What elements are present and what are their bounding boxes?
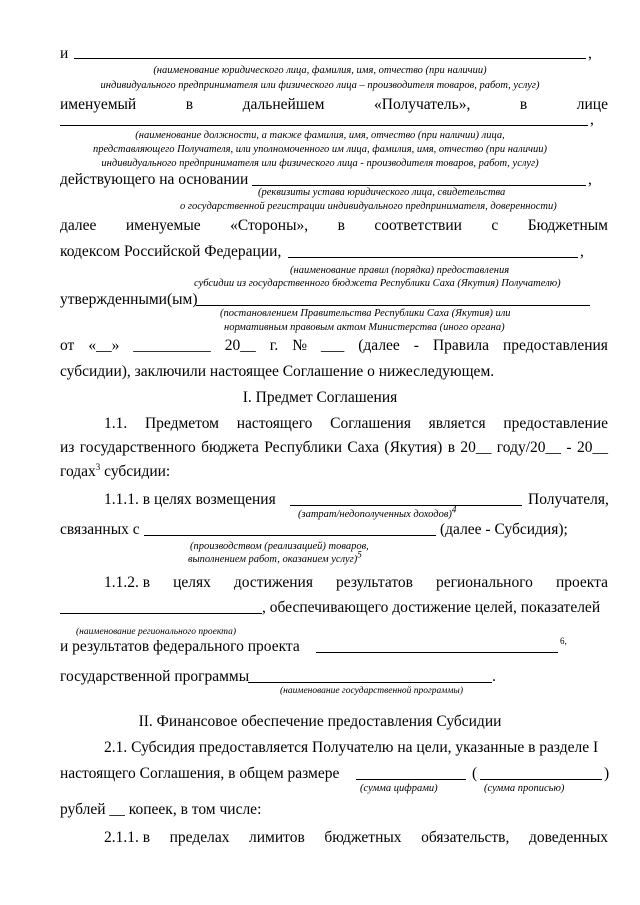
word: Бюджетным	[527, 217, 608, 234]
text: 1.1.1. в целях возмещения	[104, 491, 276, 508]
word: настоящего	[236, 415, 313, 432]
hint-3a: (наименование должности, а также фамилия, имя, отчество (при наличии) лица,	[135, 130, 505, 141]
word: в	[337, 217, 345, 234]
word: 1.1.2. в	[104, 574, 151, 591]
word: ___	[321, 337, 345, 354]
word: Предметом	[144, 415, 219, 432]
hint-4a: (реквизиты устава юридического лица, свидетельства	[258, 187, 506, 198]
paren: )	[604, 765, 610, 782]
text: государственной программы	[60, 668, 250, 685]
para-2-1-c: рублей __ копеек, в том числе:	[60, 801, 262, 818]
blank-costs[interactable]	[290, 490, 522, 506]
text: годах	[60, 463, 96, 480]
hint-sum-digits: (сумма цифрами)	[360, 783, 438, 794]
word: 20__	[460, 439, 492, 456]
hint-1a: (наименование юридического лица, фамилия, имя, отчество (при наличии)	[153, 65, 487, 76]
para-2-1: 2.1. Субсидия предоставляется Получателю на цели, указанные в разделе I	[104, 739, 599, 756]
text-conj: и	[60, 45, 69, 62]
hint-1-1-1-b2	[188, 549, 362, 566]
text: (далее - Субсидия);	[440, 521, 568, 538]
word: __________	[133, 337, 211, 354]
word: именуемый	[60, 96, 137, 113]
text: настоящего Соглашения, в общем размере	[60, 765, 340, 782]
word: пределах	[169, 829, 230, 846]
hint-6a: (наименование правил (порядка) предоставления	[290, 265, 510, 276]
word: 1.1.	[104, 415, 128, 432]
hint-3b: представляющего Получателя, или уполномоченного им лица, фамилия, имя, отчество (при наличии)	[93, 144, 547, 155]
line-9: субсидии), заключили настоящее Соглашение о нижеследующем.	[60, 363, 495, 380]
text: Получателя,	[528, 491, 609, 508]
blank-act[interactable]	[196, 290, 590, 306]
hint-sum-words: (сумма прописью)	[484, 783, 565, 794]
word: бюджетных	[324, 829, 402, 846]
word: с	[491, 217, 499, 234]
word: -	[413, 337, 419, 354]
blank-sum-words[interactable]	[480, 764, 602, 780]
hint-text: выполнением работ, оказанием услуг)	[188, 554, 358, 565]
hint-7b: нормативным правовым актом Министерства (иного органа)	[224, 322, 505, 333]
word: от	[60, 337, 75, 354]
word: целях	[173, 574, 211, 591]
para-1-1-b	[60, 438, 608, 458]
para-1-1-c	[60, 462, 170, 482]
line-8	[60, 336, 608, 356]
word: достижения	[233, 574, 313, 591]
footnote-ref[interactable]: 6,	[560, 636, 567, 646]
word: -	[566, 439, 572, 456]
blank-state-program[interactable]	[248, 667, 492, 683]
text: и результатов федерального проекта	[60, 638, 300, 655]
hint-4b: о государственной регистрации индивидуального предпринимателя, доверенности)	[180, 201, 557, 212]
word: Саха	[347, 439, 380, 456]
blank-federal-project[interactable]	[316, 637, 558, 653]
word: лице	[576, 96, 608, 113]
hint-text: (затрат/недополученных доходов)	[298, 509, 452, 520]
comma: ,	[588, 171, 592, 188]
word: году/20__	[496, 439, 562, 456]
word: обязательств,	[421, 829, 510, 846]
comma: ,	[580, 243, 584, 260]
footnote-ref[interactable]: 5	[357, 549, 362, 560]
word: Республики	[264, 439, 343, 456]
blank-org-name[interactable]	[74, 43, 586, 59]
para-2-1-1	[104, 828, 608, 848]
word: лимитов	[249, 829, 305, 846]
word: доведенных	[528, 829, 608, 846]
word: дальнейшем	[242, 96, 325, 113]
word: 2.1.1. в	[104, 829, 151, 846]
period: .	[492, 668, 496, 685]
para-1-1-2	[104, 573, 608, 593]
word: предоставления	[503, 337, 608, 354]
hint-7a: (постановлением Правительства Республики Саха (Якутия) или	[220, 308, 511, 319]
paren: (	[472, 765, 478, 782]
word: №	[292, 337, 308, 354]
hint-1-1-2: (наименование регионального проекта)	[76, 627, 237, 637]
word: государственного	[79, 439, 196, 456]
word: проекта	[555, 574, 608, 591]
word: результатов	[336, 574, 413, 591]
blank-basis[interactable]	[252, 170, 586, 186]
word: Соглашения	[330, 415, 411, 432]
word: 20__	[224, 337, 256, 354]
word: в	[447, 439, 456, 456]
blank-representative[interactable]	[60, 110, 588, 126]
text: , обеспечивающего достижение целей, показателей	[262, 599, 601, 616]
section-heading-1: I. Предмет Соглашения	[242, 389, 398, 406]
hint-3c: индивидуального предпринимателя или физического лица - производителя товаров, работ, услуг)	[101, 158, 539, 169]
hint-1b: индивидуального предпринимателя или физического лица – производителя товаров, работ, услуг)	[100, 80, 540, 91]
footnote-ref[interactable]: 4	[451, 504, 457, 515]
word: г.	[269, 337, 279, 354]
text: кодексом Российской Федерации,	[60, 243, 282, 260]
text: утвержденными(ым)	[60, 291, 198, 308]
word: из	[60, 439, 75, 456]
word: (далее	[358, 337, 400, 354]
text: субсидии:	[100, 463, 171, 480]
section-heading-2: II. Финансовое обеспечение предоставления Субсидии	[138, 713, 502, 730]
word: соответствии	[374, 217, 462, 234]
blank-sum-digits[interactable]	[356, 764, 466, 780]
text: связанных с	[60, 521, 140, 538]
word: «__»	[88, 337, 120, 354]
word: предоставление	[503, 415, 608, 432]
word: далее	[60, 217, 97, 234]
word: является	[428, 415, 486, 432]
word: 20__	[576, 439, 608, 456]
word: (Якутия)	[384, 439, 443, 456]
footnote-ref[interactable]: 3	[95, 461, 101, 472]
line-5	[60, 216, 608, 236]
hint-6b: субсидии из государственного бюджета Республики Саха (Якутия) Получателю)	[194, 278, 561, 289]
para-1-1	[104, 414, 608, 434]
blank-regional-project[interactable]	[60, 598, 262, 614]
word: Правила	[432, 337, 490, 354]
hint-1-1-1-b1: (производством (реализацией) товаров,	[190, 541, 369, 552]
hint-1-1-2-d: (наименование государственной программы)	[280, 686, 463, 696]
blank-production[interactable]	[144, 520, 436, 536]
word: «Стороны»,	[230, 217, 309, 234]
comma: ,	[590, 111, 594, 128]
word: в	[519, 96, 528, 113]
word: «Получатель»,	[374, 96, 471, 113]
word: в	[185, 96, 194, 113]
word: именуемые	[125, 217, 201, 234]
word: регионального	[436, 574, 533, 591]
comma: ,	[588, 45, 592, 62]
text: действующего на основании	[60, 171, 249, 188]
blank-rules[interactable]	[288, 242, 578, 258]
word: бюджета	[201, 439, 259, 456]
